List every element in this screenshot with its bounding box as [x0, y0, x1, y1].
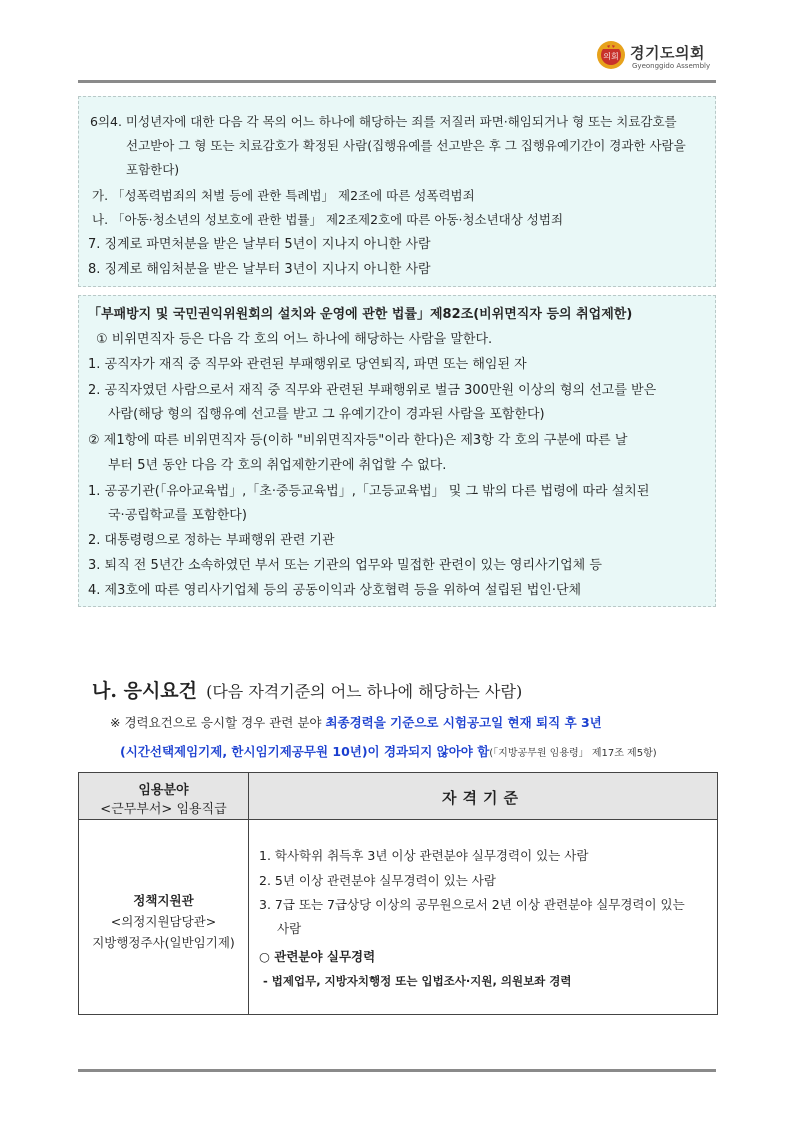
- position-name: 정책지원관: [133, 893, 194, 908]
- notice-reference: (「지방공무원 임용령」 제17조 제5항): [489, 748, 657, 759]
- notice-line-2: [120, 742, 657, 760]
- law-line: 2. 대통령령으로 정하는 부패행위 관련 기관: [88, 533, 335, 548]
- box1-line: 7. 징계로 파면처분을 받은 날부터 5년이 지나지 아니한 사람: [88, 237, 431, 252]
- law-line: 1. 공공기관(「유아교육법」,「초·중등교육법」,「고등교육법」 및 그 밖의 다른 법령에 따라 설치된: [88, 484, 650, 499]
- qualification-table: [78, 772, 718, 1015]
- related-field-title: ○ 관련분야 실무경력: [259, 949, 376, 964]
- org-name-english: Gyeonggido Assembly: [632, 62, 711, 70]
- law-line: 부터 5년 동안 다음 각 호의 취업제한기관에 취업할 수 없다.: [108, 458, 447, 473]
- header-criteria: 자격기준: [442, 789, 524, 807]
- law-line: 2. 공직자였던 사람으로서 재직 중 직무와 관련된 부패행위로 벌금 300만원 이상의 형의 선고를 받은: [88, 383, 657, 398]
- box1-line: 8. 징계로 해임처분을 받은 날부터 3년이 지나지 아니한 사람: [88, 262, 431, 277]
- position-department: <의정지원담당관>: [110, 914, 217, 929]
- notice-highlight: (시간선택제임기제, 한시임기제공무원 10년)이 경과되지 않아야 함: [120, 744, 490, 759]
- law-line: 4. 제3호에 따른 영리사기업체 등의 공동이익과 상호협력 등을 위하여 설립된 법인·단체: [88, 583, 582, 598]
- header-logo: [596, 38, 726, 78]
- law-line: 3. 퇴직 전 5년간 소속하였던 부서 또는 기관의 업무와 밀접한 관련이 있는 영리사기업체 등: [88, 558, 602, 573]
- criteria-item: 사람: [277, 921, 302, 936]
- criteria-item: 3. 7급 또는 7급상당 이상의 공무원으로서 2년 이상 관련분야 실무경력이 있는: [259, 897, 685, 912]
- column-divider: [248, 773, 249, 1014]
- org-name: 경기도의회: [630, 44, 705, 62]
- table-header: [79, 773, 717, 820]
- box1-line: 나. 「아동·청소년의 성보호에 관한 법률」 제2조제2호에 따른 아동·청소년대상 성범죄: [92, 212, 564, 227]
- criteria-item: 2. 5년 이상 관련분야 실무경력이 있는 사람: [259, 873, 496, 888]
- section-subtitle: (다음 자격기준의 어느 하나에 해당하는 사람): [206, 682, 523, 701]
- position-grade: 지방행정주사(일반임기제): [92, 935, 235, 950]
- criteria-item: 1. 학사학위 취득후 3년 이상 관련분야 실무경력이 있는 사람: [259, 848, 589, 863]
- section-title: [92, 676, 522, 703]
- law-line: 사람(해당 형의 집행유예 선고를 받고 그 유예기간이 경과된 사람을 포함한다): [108, 407, 545, 422]
- assembly-emblem-icon: [596, 40, 626, 70]
- law-line: ① 비위면직자 등은 다음 각 호의 어느 하나에 해당하는 사람을 말한다.: [96, 332, 493, 347]
- box1-line: 6의4. 미성년자에 대한 다음 각 목의 어느 하나에 해당하는 죄를 저질러 파면·해임되거나 형 또는 치료감호를: [90, 114, 677, 129]
- notice-prefix: ※ 경력요건으로 응시할 경우 관련 분야: [110, 715, 322, 730]
- notice-highlight: 최종경력을 기준으로 시험공고일 현재 퇴직 후 3년: [325, 715, 602, 730]
- box1-line: 선고받아 그 형 또는 치료감호가 확정된 사람(집행유예를 선고받은 후 그 집행유예기간이 경과한 사람을: [126, 138, 686, 153]
- law-line: 국·공립학교를 포함한다): [108, 508, 247, 523]
- law-line: ② 제1항에 따른 비위면직자 등(이하 "비위면직자등"이라 한다)은 제3항 각 호의 구분에 따른 날: [88, 433, 628, 448]
- box1-line: 포함한다): [126, 162, 180, 177]
- svg-text:의회: 의회: [603, 52, 619, 61]
- notice-line-1: [110, 713, 602, 731]
- header-department-grade: <근무부서> 임용직급: [100, 802, 227, 817]
- header-field: 임용분야: [138, 783, 189, 798]
- header-rule: [78, 80, 716, 83]
- footer-rule: [78, 1069, 716, 1072]
- section-heading: 나. 응시요건: [92, 680, 197, 702]
- box1-line: 가. 「성폭력범죄의 처벌 등에 관한 특례법」 제2조에 따른 성폭력범죄: [92, 188, 475, 203]
- related-field-detail: - 법제업무, 지방자치행정 또는 입법조사·지원, 의원보좌 경력: [263, 974, 572, 988]
- law-title: 「부패방지 및 국민권익위원회의 설치와 운영에 관한 법률」제82조(비위면직자 등의 취업제한): [88, 307, 633, 322]
- law-line: 1. 공직자가 재직 중 직무와 관련된 부패행위로 당연퇴직, 파면 또는 해임된 자: [88, 357, 527, 372]
